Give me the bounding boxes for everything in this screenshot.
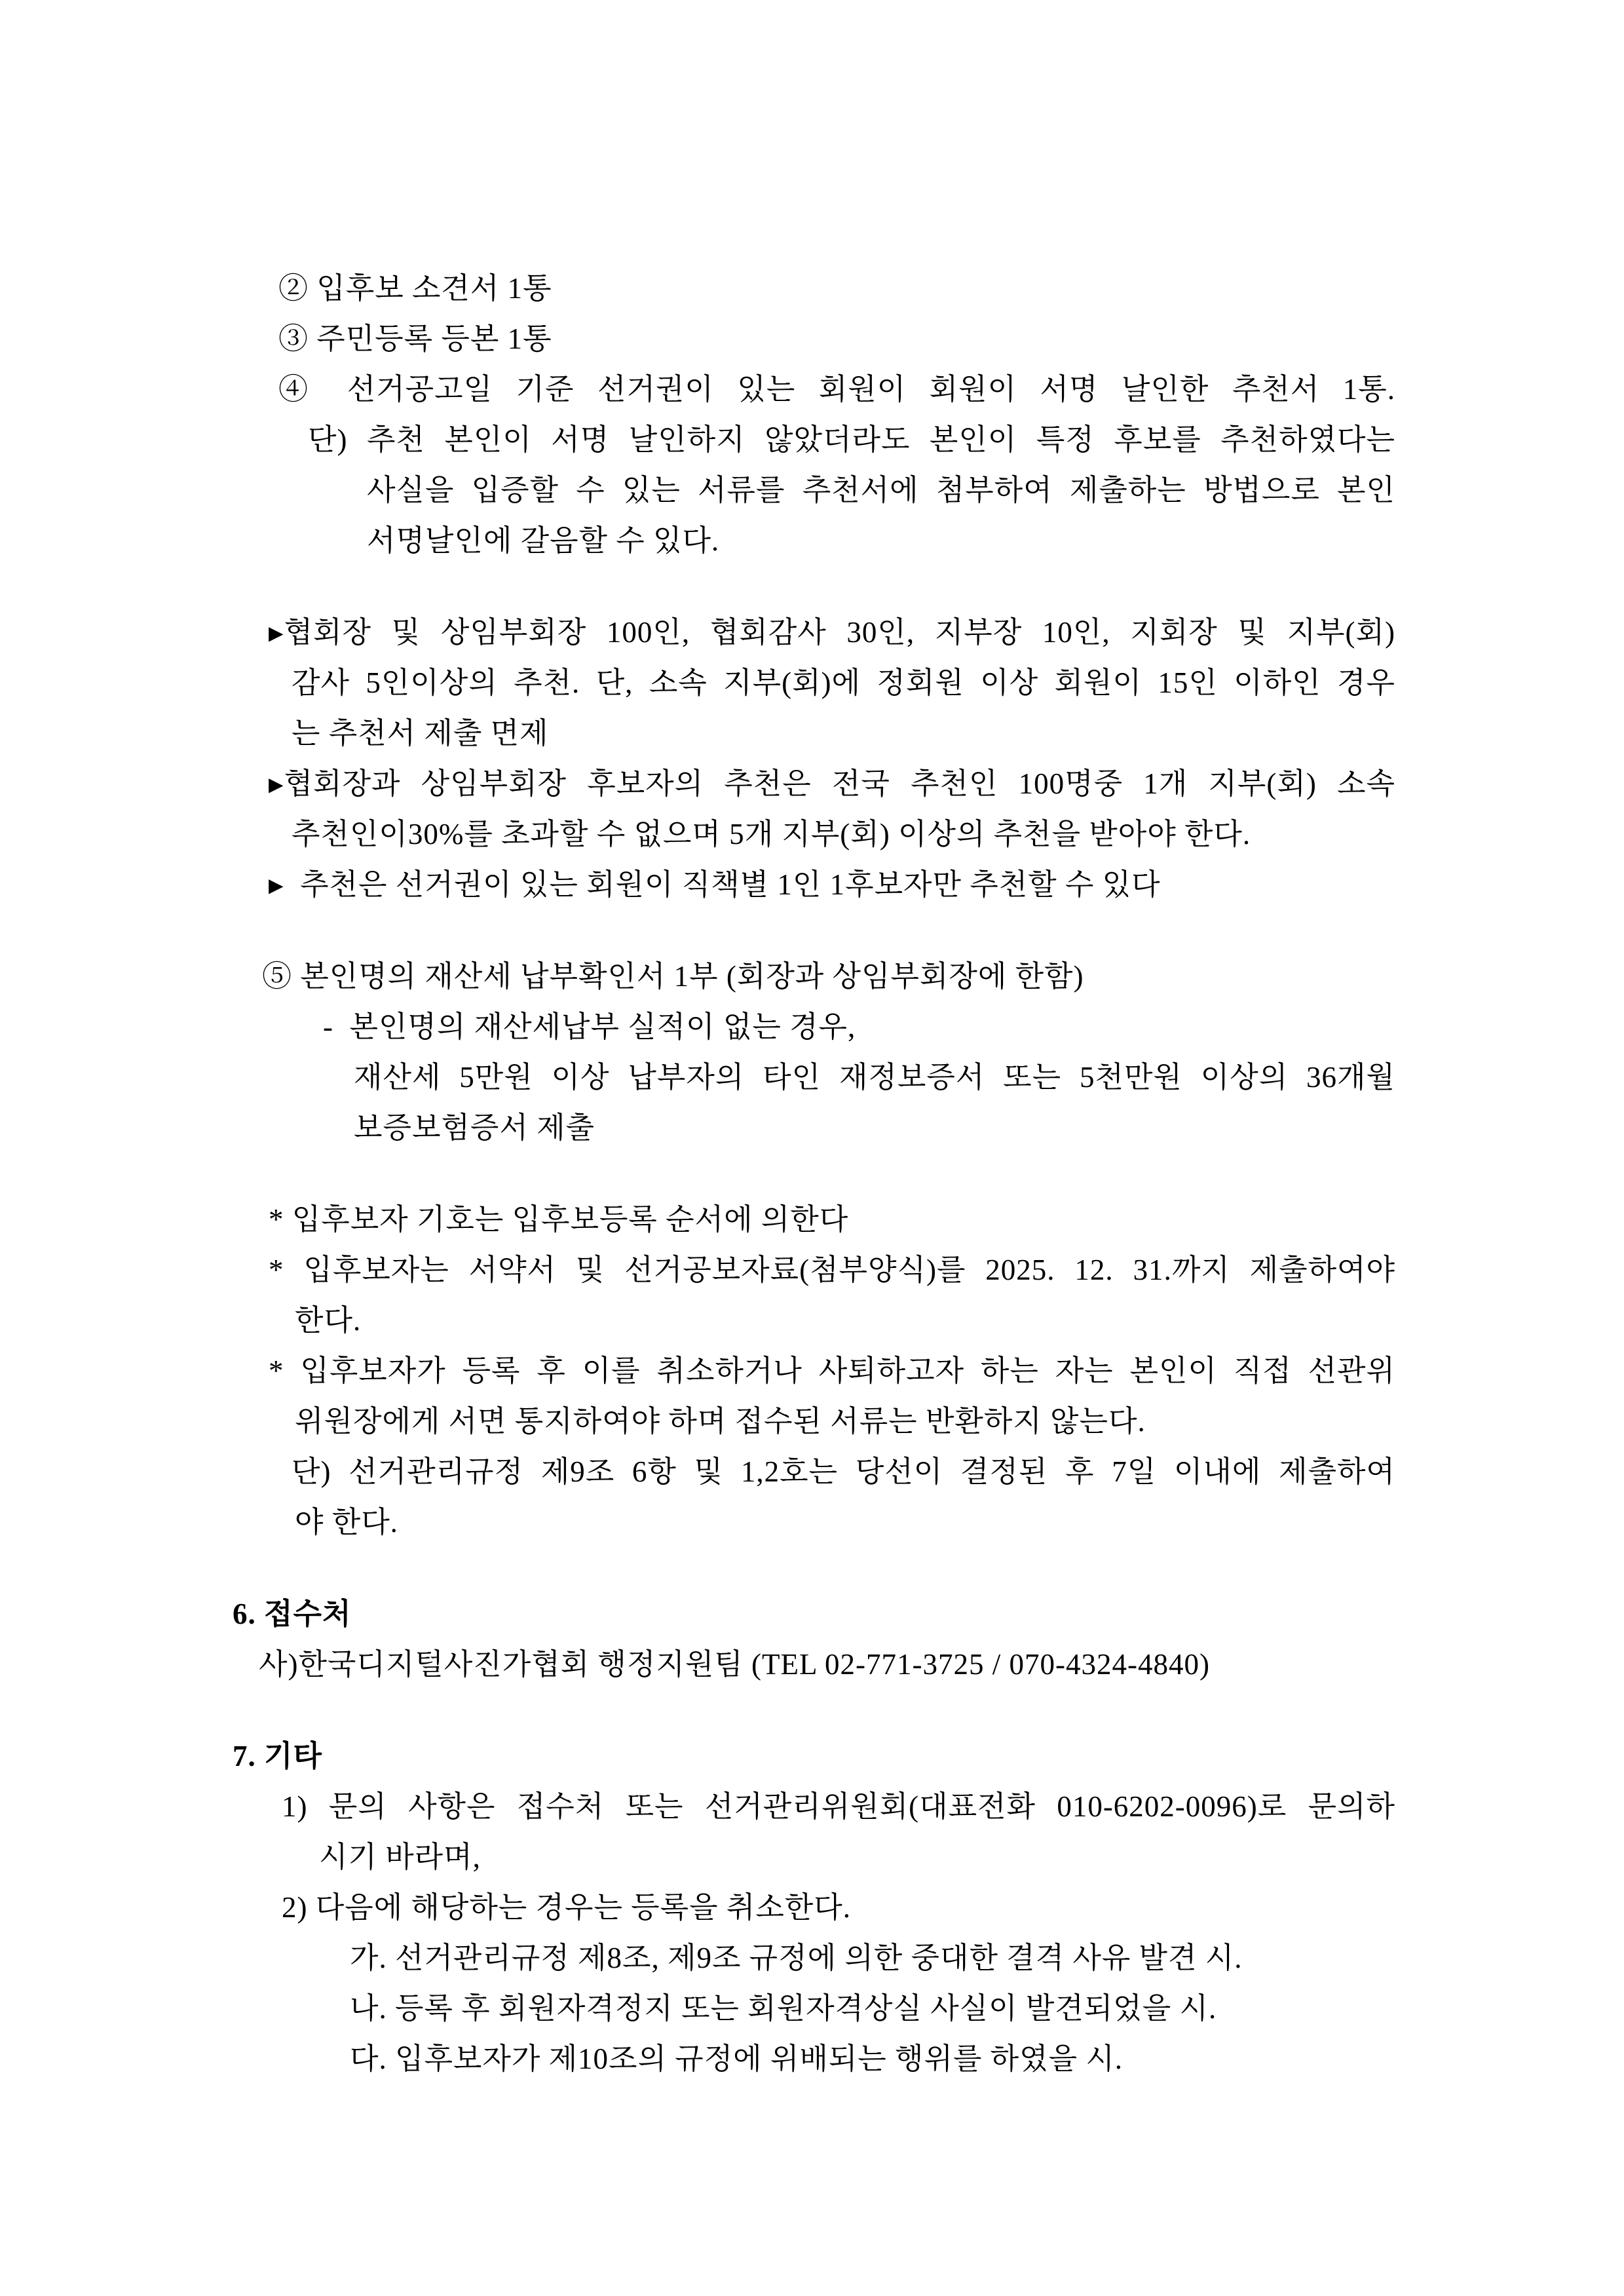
- attachment-item-3: ③ 주민등록 등본 1통: [278, 322, 552, 355]
- recommendation-rule-1: ▸협회장 및 상임부회장 100인, 협회감사 30인, 지부장 10인, 지회장 및 지부(회): [269, 616, 1395, 649]
- note-pledge-deadline: * 입후보자는 서약서 및 선거공보자료(첨부양식)를 2025. 12. 31.까지 제출하여야: [269, 1253, 1395, 1286]
- note-pledge-deadline-cont: 한다.: [295, 1304, 362, 1337]
- section-7-item-1-cont: 시기 바라며,: [319, 1841, 481, 1873]
- note-withdrawal-exception: 단) 선거관리규정 제9조 6항 및 1,2호는 당선이 결정된 후 7일 이내에 제출하여: [292, 1455, 1395, 1488]
- section-7-item-2a: 가. 선거관리규정 제8조, 제9조 규정에 의한 중대한 결격 사유 발견 시.: [350, 1942, 1243, 1974]
- attachment-item-5-note: - 본인명의 재산세납부 실적이 없는 경우,: [323, 1010, 856, 1043]
- document-body: [0, 263, 1395, 2084]
- attachment-item-4: ④ 선거공고일 기준 선거권이 있는 회원이 회원이 서명 날인한 추천서 1통.: [278, 373, 1395, 406]
- note-candidate-number: * 입후보자 기호는 입후보등록 순서에 의한다: [269, 1203, 849, 1236]
- note-withdrawal: * 입후보자가 등록 후 이를 취소하거나 사퇴하고자 하는 자는 본인이 직접 선관위: [269, 1354, 1395, 1387]
- recommendation-rule-1-cont-2: 는 추천서 제출 면제: [292, 717, 549, 750]
- section-7-item-2: 2) 다음에 해당하는 경우는 등록을 취소한다.: [282, 1891, 851, 1924]
- recommendation-rule-2-cont: 추천인이30%를 초과할 수 없으며 5개 지부(회) 이상의 추천을 받아야 한다.: [292, 818, 1251, 851]
- attachment-item-2: ② 입후보 소견서 1통: [278, 272, 552, 305]
- attachment-item-5: ⑤ 본인명의 재산세 납부확인서 1부 (회장과 상임부회장에 한함): [262, 960, 1084, 993]
- attachment-item-4-note-cont-1: 사실을 입증할 수 있는 서류를 추천서에 첨부하여 제출하는 방법으로 본인: [367, 474, 1395, 507]
- attachment-item-5-note-cont-1: 재산세 5만원 이상 납부자의 타인 재정보증서 또는 5천만원 이상의 36개월: [354, 1061, 1395, 1094]
- section-7-item-2b: 나. 등록 후 회원자격정지 또는 회원자격상실 사실이 발견되었을 시.: [350, 1992, 1217, 2025]
- recommendation-rule-1-cont-1: 감사 5인이상의 추천. 단, 소속 지부(회)에 정회원 이상 회원이 15인 이하인 경우: [292, 666, 1395, 699]
- note-withdrawal-cont: 위원장에게 서면 통지하여야 하며 접수된 서류는 반환하지 않는다.: [295, 1405, 1146, 1438]
- recommendation-rule-2: ▸협회장과 상임부회장 후보자의 추천은 전국 추천인 100명중 1개 지부(회) 소속: [269, 767, 1395, 800]
- attachment-item-4-note-cont-2: 서명날인에 갈음할 수 있다.: [367, 524, 720, 557]
- attachment-item-5-note-cont-2: 보증보험증서 제출: [354, 1111, 595, 1144]
- recommendation-rule-3: ▸ 추천은 선거권이 있는 회원이 직책별 1인 1후보자만 추천할 수 있다: [269, 868, 1161, 901]
- section-7-item-2c: 다. 입후보자가 제10조의 규정에 위배되는 행위를 하였을 시.: [350, 2042, 1124, 2075]
- note-withdrawal-exception-cont: 야 한다.: [295, 1506, 398, 1539]
- section-7-item-1: 1) 문의 사항은 접수처 또는 선거관리위원회(대표전화 010-6202-0096)로 문의하: [282, 1790, 1395, 1823]
- section-7-heading: 7. 기타: [233, 1740, 322, 1772]
- attachment-item-4-note: 단) 추천 본인이 서명 날인하지 않았더라도 본인이 특정 후보를 추천하였다는: [308, 423, 1395, 456]
- section-6-heading: 6. 접수처: [233, 1598, 352, 1630]
- section-6-reception-office: 사)한국디지털사진가협회 행정지원팀 (TEL 02-771-3725 / 070-4324-4840): [259, 1648, 1210, 1681]
